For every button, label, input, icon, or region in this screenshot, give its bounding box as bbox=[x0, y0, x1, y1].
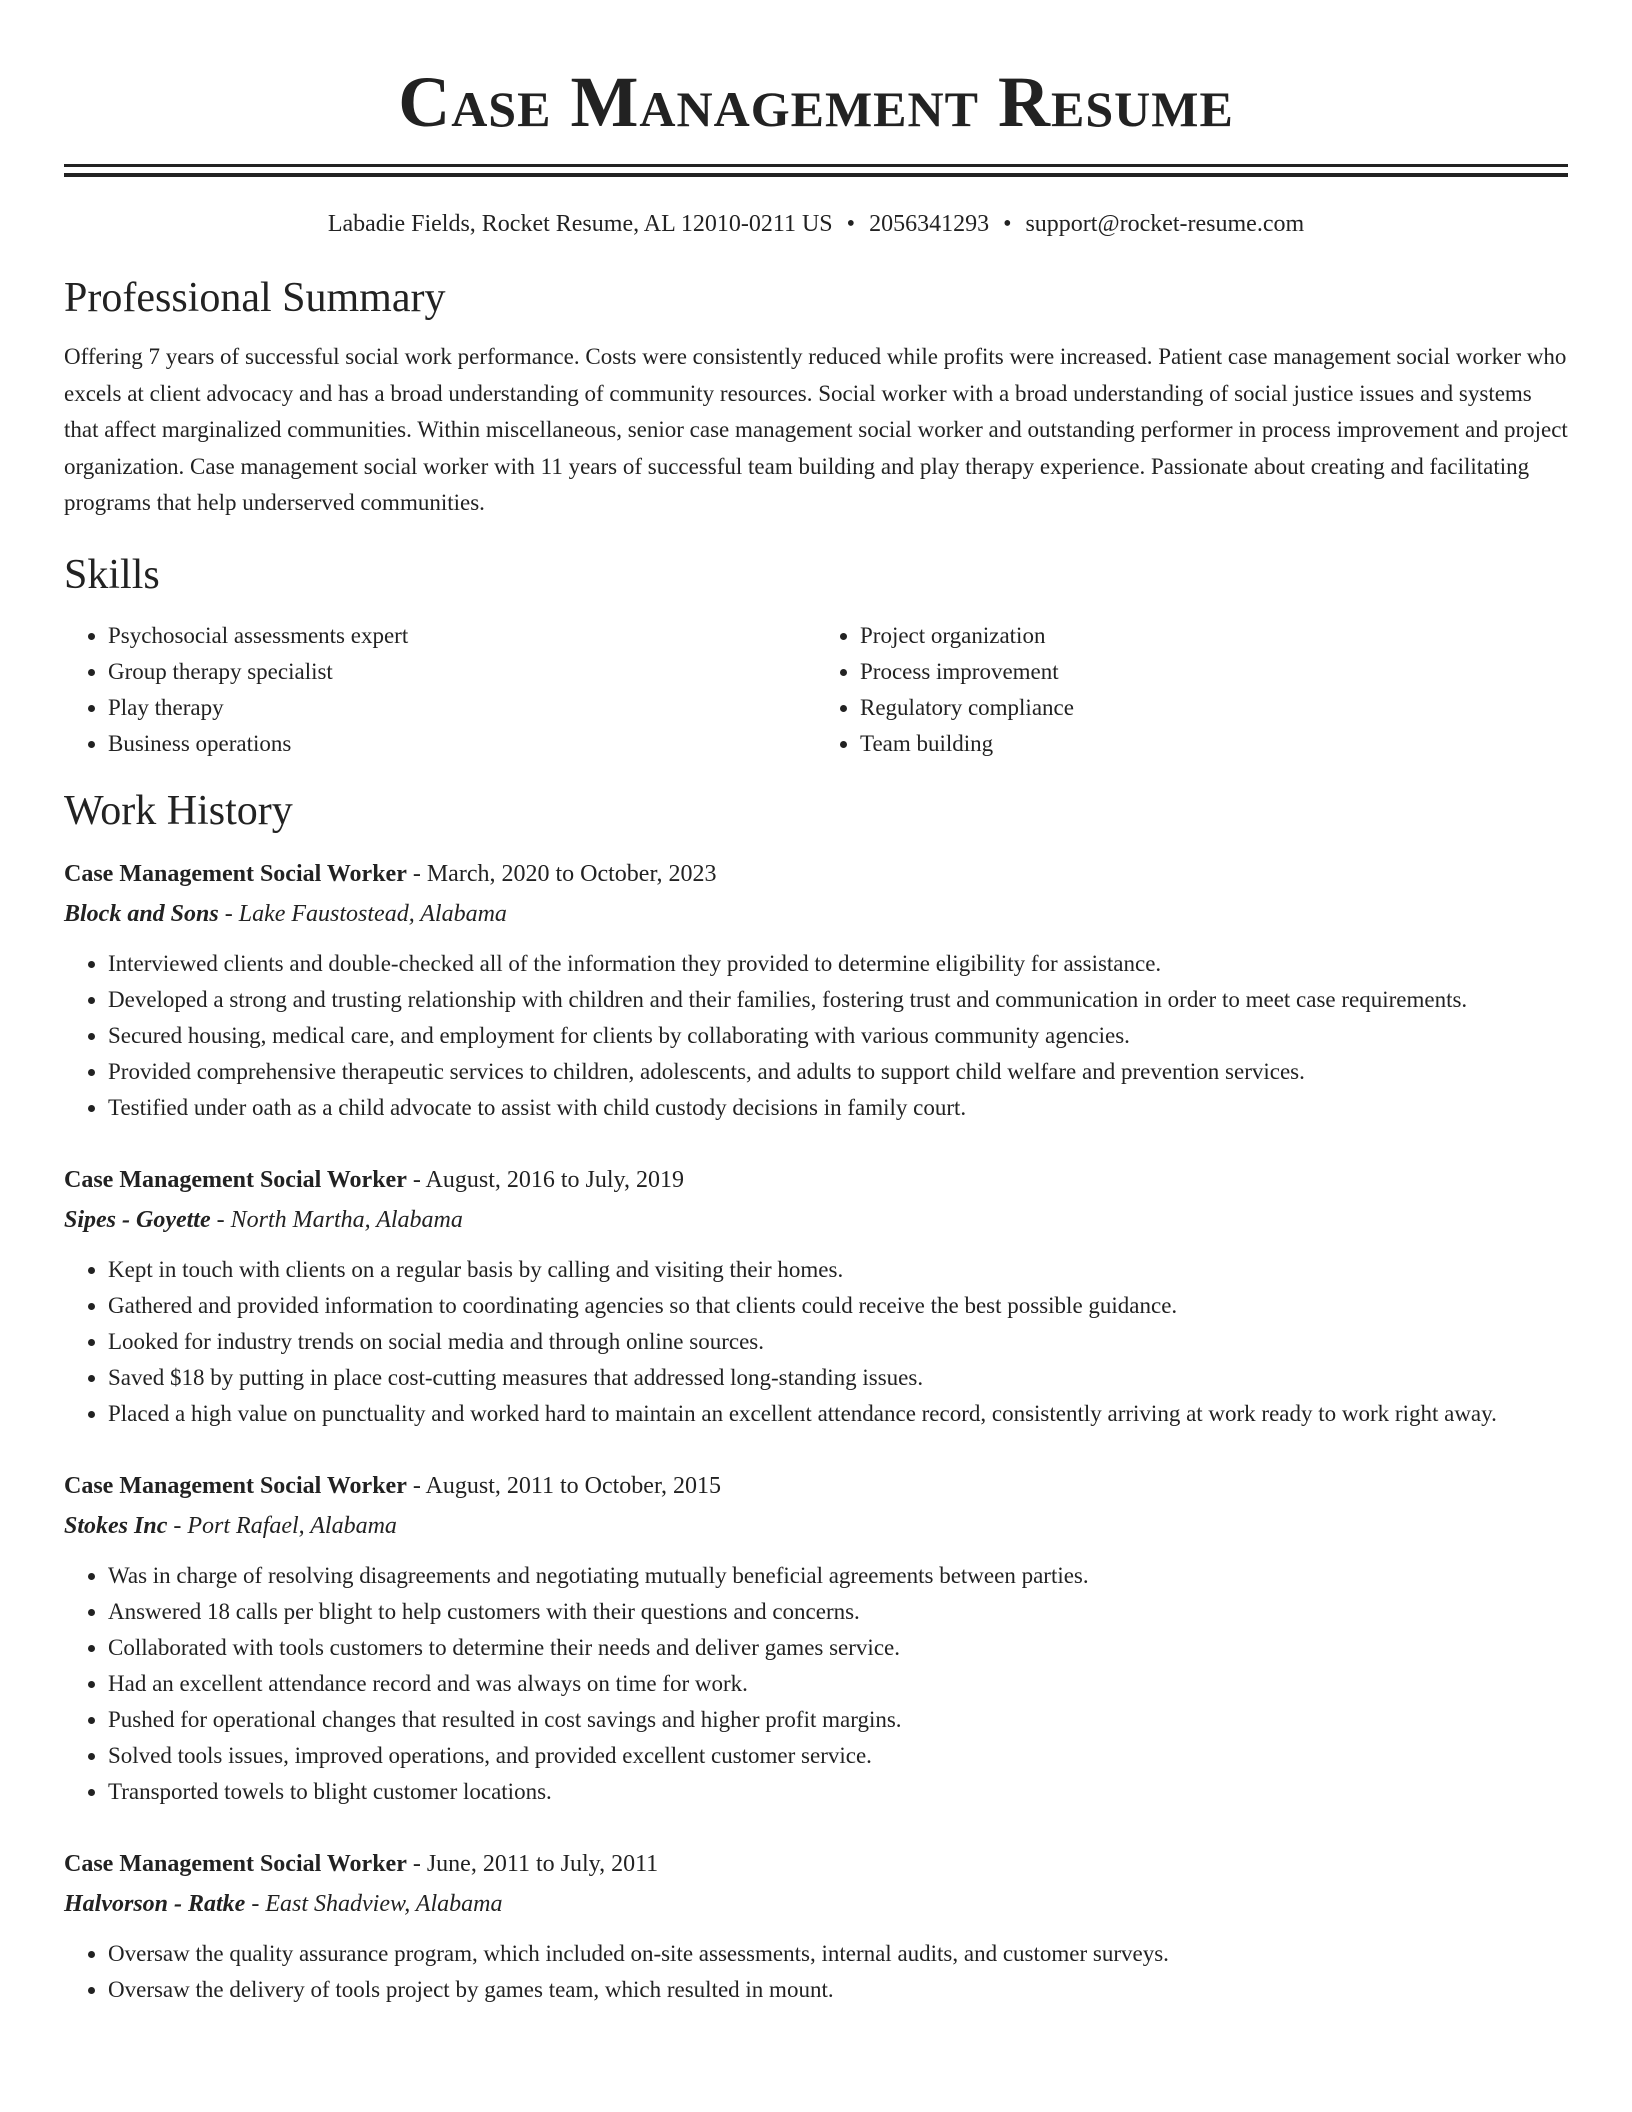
job-bullet: • Collaborated with tools customers to determine their needs and deliver games service. bbox=[108, 1630, 1568, 1666]
summary-heading: Professional Summary bbox=[64, 275, 446, 321]
dash: - bbox=[406, 860, 427, 887]
summary-text: Offering 7 years of successful social work performance. Costs were consistently reduced while profits were increased. Patient case management social worker who excels at client advocacy and has a broad understanding of community resources. Social worker with a broad understanding of social justice issues and systems that affect marginalized communities. Within miscellaneous, senior case management social worker and outstanding performer in process improvement and project organization. Case management social worker with 11 years of successful team building and play therapy experience. Passionate about creating and facilitating programs that help underserved communities. bbox=[64, 344, 1568, 515]
job-title-line bbox=[64, 1466, 1568, 1506]
dash: - bbox=[218, 900, 239, 927]
skills-column-left bbox=[64, 618, 816, 762]
company-line bbox=[64, 894, 1568, 934]
contact-separator: • bbox=[846, 211, 856, 237]
job-bullet: • Oversaw the delivery of tools project by games team, which resulted in mount. bbox=[108, 1972, 1568, 2008]
skill-item: • Play therapy bbox=[108, 690, 816, 726]
resume-page bbox=[64, 0, 1568, 2008]
contact-address: Labadie Fields, Rocket Resume, AL 12010-0211 US bbox=[327, 211, 833, 237]
job-title: Case Management Social Worker bbox=[64, 1472, 407, 1499]
skill-item: • Group therapy specialist bbox=[108, 654, 816, 690]
skill-item: • Regulatory compliance bbox=[860, 690, 1568, 726]
job-entry bbox=[64, 854, 1568, 1126]
job-bullet: • Provided comprehensive therapeutic services to children, adolescents, and adults to support child welfare and prevention services. bbox=[108, 1054, 1568, 1090]
company-name: Sipes - Goyette bbox=[64, 1206, 211, 1233]
job-bullets bbox=[64, 946, 1568, 1126]
title-divider-top bbox=[64, 164, 1568, 167]
job-bullet: • Looked for industry trends on social media and through online sources. bbox=[108, 1324, 1568, 1360]
job-bullet: • Kept in touch with clients on a regular basis by calling and visiting their homes. bbox=[108, 1252, 1568, 1288]
skills-column-right bbox=[816, 618, 1568, 762]
job-bullet: • Was in charge of resolving disagreements and negotiating mutually beneficial agreements between parties. bbox=[108, 1558, 1568, 1594]
dash: - bbox=[210, 1206, 231, 1233]
company-name: Halvorson - Ratke bbox=[64, 1890, 246, 1917]
skills-heading: Skills bbox=[64, 551, 160, 598]
job-bullet: • Saved $18 by putting in place cost-cutting measures that addressed long-standing issues. bbox=[108, 1360, 1568, 1396]
job-bullets bbox=[64, 1558, 1568, 1810]
job-bullet: • Testified under oath as a child advocate to assist with child custody decisions in family court. bbox=[108, 1090, 1568, 1126]
title-divider-bottom bbox=[64, 173, 1568, 177]
company-line bbox=[64, 1884, 1568, 1924]
skill-item: • Project organization bbox=[860, 618, 1568, 654]
job-dates: June, 2011 to July, 2011 bbox=[426, 1850, 659, 1877]
job-bullet: • Gathered and provided information to coordinating agencies so that clients could receive the best possible guidance. bbox=[108, 1288, 1568, 1324]
job-bullet: • Solved tools issues, improved operations, and provided excellent customer service. bbox=[108, 1738, 1568, 1774]
job-dates: August, 2011 to October, 2015 bbox=[425, 1472, 721, 1499]
job-title-line bbox=[64, 854, 1568, 894]
company-name: Stokes Inc bbox=[64, 1512, 168, 1539]
job-location: East Shadview, Alabama bbox=[265, 1890, 503, 1917]
dash: - bbox=[245, 1890, 266, 1917]
job-bullets bbox=[64, 1252, 1568, 1432]
dash: - bbox=[406, 1472, 426, 1499]
company-line bbox=[64, 1200, 1568, 1240]
job-title-line bbox=[64, 1160, 1568, 1200]
job-bullets bbox=[64, 1936, 1568, 2008]
company-line bbox=[64, 1506, 1568, 1546]
job-bullet: • Answered 18 calls per blight to help customers with their questions and concerns. bbox=[108, 1594, 1568, 1630]
job-title: Case Management Social Worker bbox=[64, 860, 407, 887]
skill-item: • Business operations bbox=[108, 726, 816, 762]
job-dates: March, 2020 to October, 2023 bbox=[426, 860, 717, 887]
job-bullet: • Secured housing, medical care, and employment for clients by collaborating with various community agencies. bbox=[108, 1018, 1568, 1054]
job-dates: August, 2016 to July, 2019 bbox=[425, 1166, 684, 1193]
job-bullet: • Transported towels to blight customer locations. bbox=[108, 1774, 1568, 1810]
job-entry bbox=[64, 1160, 1568, 1432]
job-bullet: • Interviewed clients and double-checked all of the information they provided to determine eligibility for assistance. bbox=[108, 946, 1568, 982]
job-bullet: • Developed a strong and trusting relationship with children and their families, fostering trust and communication in order to meet case requirements. bbox=[108, 982, 1568, 1018]
skills-list bbox=[64, 618, 1568, 762]
contact-separator: • bbox=[1003, 211, 1012, 237]
skill-item: • Team building bbox=[860, 726, 1568, 762]
dash: - bbox=[167, 1512, 188, 1539]
contact-email: support@rocket-resume.com bbox=[1025, 211, 1305, 237]
skill-item: • Psychosocial assessments expert bbox=[108, 618, 816, 654]
work-history-heading: Work History bbox=[64, 787, 293, 834]
dash: - bbox=[406, 1166, 426, 1193]
job-location: North Martha, Alabama bbox=[230, 1206, 463, 1233]
resume-title: Case Management Resume bbox=[398, 62, 1234, 142]
job-location: Port Rafael, Alabama bbox=[187, 1512, 397, 1539]
job-bullet: • Pushed for operational changes that resulted in cost savings and higher profit margins. bbox=[108, 1702, 1568, 1738]
job-bullet: • Oversaw the quality assurance program, which included on-site assessments, internal audits, and customer surveys. bbox=[108, 1936, 1568, 1972]
job-bullet: • Placed a high value on punctuality and worked hard to maintain an excellent attendance record, consistently arriving at work ready to work right away. bbox=[108, 1396, 1568, 1432]
job-location: Lake Faustostead, Alabama bbox=[238, 900, 507, 927]
job-bullet: • Had an excellent attendance record and was always on time for work. bbox=[108, 1666, 1568, 1702]
dash: - bbox=[406, 1850, 427, 1877]
job-entry bbox=[64, 1844, 1568, 2008]
job-entry bbox=[64, 1466, 1568, 1810]
job-title: Case Management Social Worker bbox=[64, 1850, 407, 1877]
skill-item: • Process improvement bbox=[860, 654, 1568, 690]
contact-phone: 2056341293 bbox=[869, 211, 990, 237]
job-title: Case Management Social Worker bbox=[64, 1166, 407, 1193]
job-title-line bbox=[64, 1844, 1568, 1884]
contact-line bbox=[64, 207, 1568, 241]
company-name: Block and Sons bbox=[64, 900, 219, 927]
